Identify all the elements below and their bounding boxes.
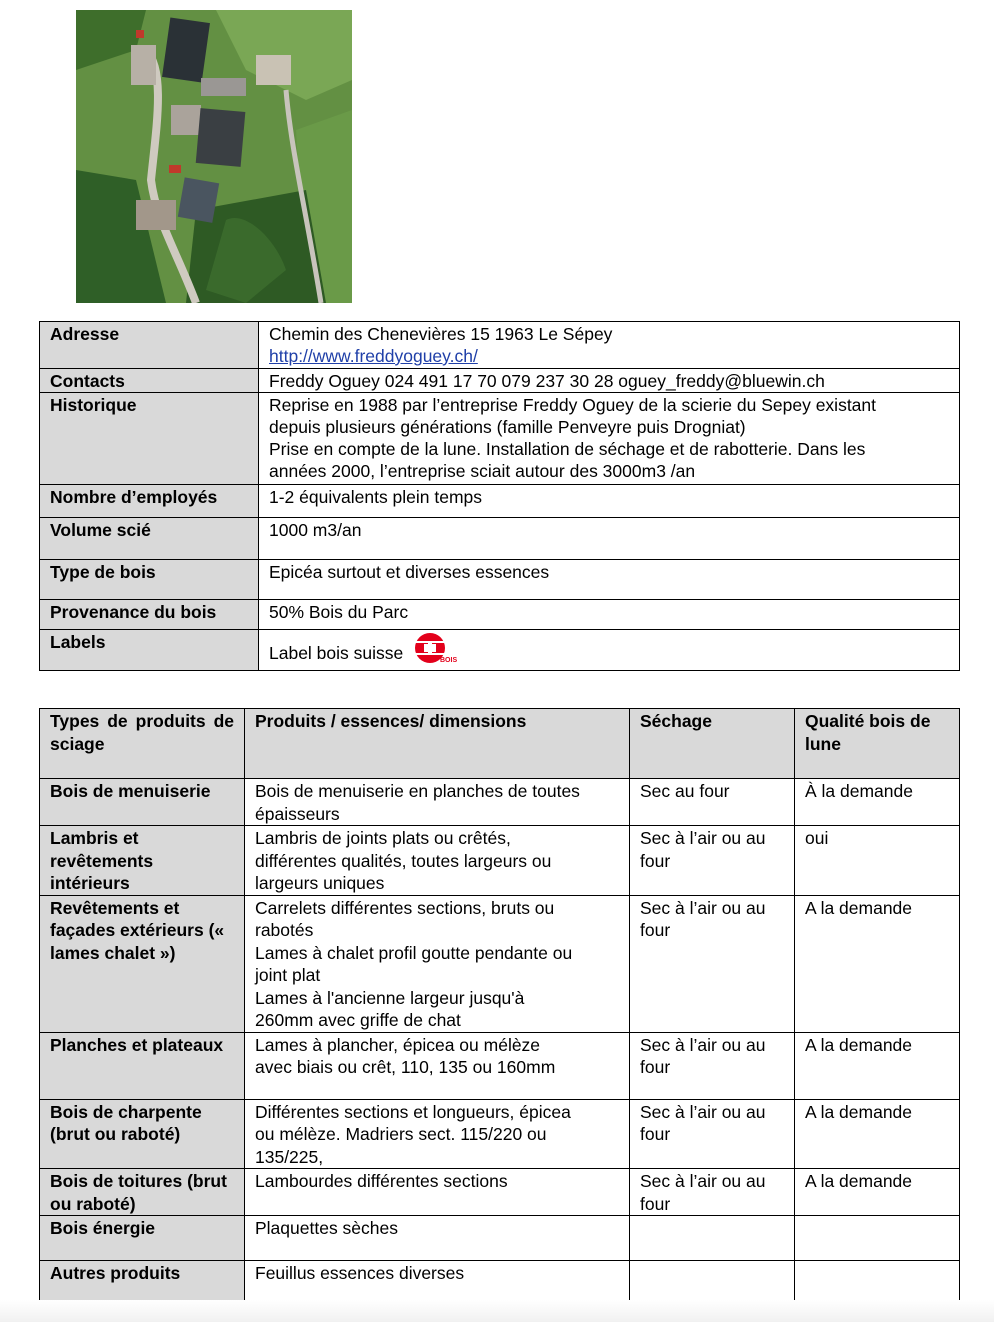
contacts-text: Freddy Oguey 024 491 17 70 079 237 30 28 oguey_freddy@bluewin.ch: [259, 369, 960, 393]
history-line: Reprise en 1988 par l’entreprise Freddy Oguey de la scierie du Sepey existant: [269, 395, 877, 415]
drying-line: Sec à l’air ou au: [640, 1034, 766, 1055]
drying-line: Sec au four: [640, 781, 730, 801]
table-row: [40, 779, 960, 826]
aerial-photo: [76, 10, 352, 303]
history-line: depuis plusieurs générations (famille Penveyre puis Drogniat): [269, 417, 746, 437]
label-history: Historique: [40, 393, 259, 485]
table-row: [40, 560, 960, 600]
bois-suisse-logo-icon: [414, 631, 462, 670]
product-line: Lames à chalet profil goutte pendante ou: [255, 942, 573, 963]
product-line: Lames à l'ancienne largeur jusqu'à: [255, 987, 525, 1008]
product-line: Plaquettes sèches: [255, 1218, 399, 1238]
moon-quality: [795, 1261, 960, 1306]
logo-text: BOIS: [440, 657, 458, 664]
drying-empty: [630, 1216, 795, 1261]
table-row: [40, 485, 960, 518]
table-row: [40, 895, 960, 1032]
table-row: [40, 1261, 960, 1306]
product-type: Lambris et revêtements intérieurs: [40, 826, 245, 896]
product-line: rabotés: [255, 920, 314, 940]
page-bottom-shade: [0, 1300, 994, 1322]
product-line: avec biais ou crêt, 110, 135 ou 160mm: [255, 1057, 556, 1077]
product-line: largeurs uniques: [255, 873, 385, 893]
product-line: Bois de menuiserie en planches de toutes: [255, 781, 580, 801]
wood-type-text: Epicéa surtout et diverses essences: [259, 560, 960, 600]
moon-quality: A la demande: [795, 1099, 960, 1169]
moon-quality: oui: [795, 826, 960, 896]
moon-quality: A la demande: [795, 1169, 960, 1216]
drying-empty: [630, 1261, 795, 1306]
product-type: Planches et plateaux: [40, 1032, 245, 1099]
history-line: années 2000, l’entreprise sciait autour des 3000m3 /an: [269, 461, 696, 481]
table-row: [40, 1099, 960, 1169]
drying-line: Sec à l’air ou au: [640, 897, 766, 918]
product-line: 260mm avec griffe de chat: [255, 1010, 461, 1030]
drying-line: four: [640, 1193, 671, 1214]
product-line: Feuillus essences diverses: [255, 1263, 465, 1283]
product-line: ou mélèze. Madriers sect. 115/220 ou: [255, 1124, 547, 1144]
label-text: Label bois suisse: [269, 643, 404, 663]
drying-line: Sec à l’air ou au: [640, 1171, 766, 1191]
website-link[interactable]: http://www.freddyoguey.ch/: [269, 346, 478, 366]
table-row: [40, 630, 960, 671]
moon-quality: A la demande: [795, 895, 960, 1032]
employees-text: 1-2 équivalents plein temps: [259, 485, 960, 518]
header-drying: Séchage: [630, 709, 795, 779]
label-provenance: Provenance du bois: [40, 600, 259, 630]
table-row: [40, 393, 960, 485]
product-line: Lames à plancher, épicea ou mélèze: [255, 1034, 541, 1055]
product-line: joint plat: [255, 965, 321, 985]
table-row: [40, 1216, 960, 1261]
table-row: [40, 369, 960, 393]
drying-line: Sec à l’air ou au: [640, 1101, 766, 1122]
header-product-types: Types de produits de sciage: [40, 709, 245, 779]
product-line: différentes qualités, toutes largeurs ou: [255, 850, 552, 871]
drying-line: four: [640, 1057, 671, 1077]
volume-text: 1000 m3/an: [259, 518, 960, 560]
product-type: Bois de toitures (brut ou raboté): [40, 1169, 245, 1216]
product-type: Bois de menuiserie: [40, 779, 245, 826]
product-line: épaisseurs: [255, 803, 340, 824]
drying-line: four: [640, 1124, 671, 1144]
products-table: [39, 708, 960, 1306]
product-line: Lambris de joints plats ou crêtés,: [255, 828, 511, 848]
header-moon-quality: Qualité bois de lune: [795, 709, 960, 779]
address-text: Chemin des Chenevières 15 1963 Le Sépey: [269, 324, 613, 344]
label-labels: Labels: [40, 630, 259, 671]
product-type: Revêtements et façades extérieurs (« lames chalet »): [40, 895, 245, 1032]
product-type: Bois de charpente (brut ou raboté): [40, 1099, 245, 1169]
table-row: [40, 1169, 960, 1216]
drying-line: four: [640, 850, 671, 871]
product-type: Autres produits: [40, 1261, 245, 1306]
table-row: [40, 826, 960, 896]
drying-line: four: [640, 920, 671, 940]
table-row: [40, 600, 960, 630]
drying-line: Sec à l’air ou au: [640, 828, 766, 848]
moon-quality: À la demande: [795, 779, 960, 826]
history-line: Prise en compte de la lune. Installation de séchage et de rabotterie. Dans les: [269, 439, 866, 459]
product-line: Lambourdes différentes sections: [255, 1171, 508, 1191]
table-row: [40, 322, 960, 369]
label-wood-type: Type de bois: [40, 560, 259, 600]
moon-quality: A la demande: [795, 1032, 960, 1099]
aerial-photo-sawmill-icon: [76, 10, 352, 303]
info-table: [39, 321, 960, 671]
label-volume: Volume scié: [40, 518, 259, 560]
moon-quality: [795, 1216, 960, 1261]
label-employees: Nombre d’employés: [40, 485, 259, 518]
header-products: Produits / essences/ dimensions: [245, 709, 630, 779]
label-address: Adresse: [40, 322, 259, 369]
provenance-text: 50% Bois du Parc: [259, 600, 960, 630]
label-contacts: Contacts: [40, 369, 259, 393]
table-header-row: [40, 709, 960, 779]
product-line: Différentes sections et longueurs, épicea: [255, 1101, 571, 1122]
table-row: [40, 1032, 960, 1099]
product-type: Bois énergie: [40, 1216, 245, 1261]
product-line: 135/225,: [255, 1146, 324, 1167]
product-line: Carrelets différentes sections, bruts ou: [255, 897, 555, 918]
table-row: [40, 518, 960, 560]
